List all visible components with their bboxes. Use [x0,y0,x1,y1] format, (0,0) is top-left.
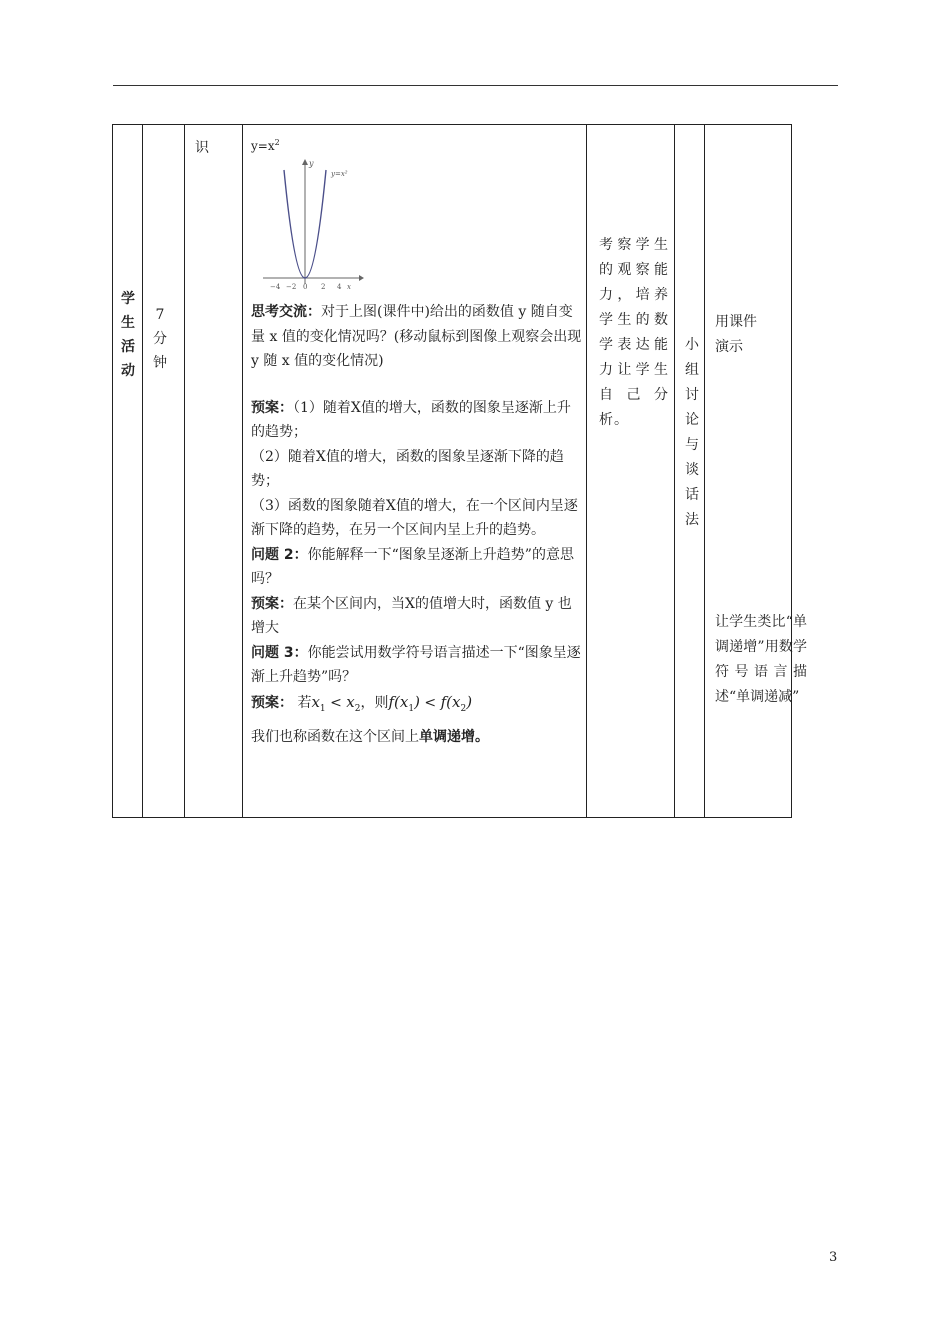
function-exponent: 2 [274,138,280,147]
y-axis-arrow [302,159,308,165]
intent-cell: 考察学生的观察能力，培养学生的数学表达能力让学生自己分析。 [599,237,669,428]
stage-char: 活 [121,339,135,355]
tick-label: −2 [286,283,297,291]
question2-text: 你能解释一下“图象呈逐渐上升趋势”的意思吗？ [251,546,574,587]
inequality-formula: 若$x_1 < x_2$，则$f(x_1) < f(x_2)$ [297,692,473,714]
plan1-title: 预案： [251,399,293,416]
lesson-table [112,124,807,818]
conclusion-bold: 单调递增。 [419,729,489,745]
column-divider [242,125,243,817]
time-char: 钟 [153,355,167,371]
think-paragraph [251,300,583,374]
question3-title: 问题 3： [251,644,308,661]
plan1-item: （1）随着X值的增大，函数的图象呈逐渐上升的趋势； [251,399,571,440]
time-char: 分 [153,331,167,347]
media-line: 演示 [715,339,743,355]
formula-ruo: 若 [297,694,312,711]
tick-label: 4 [337,283,342,291]
stage-char: 生 [121,315,135,331]
function-label [251,135,583,154]
comparison-cell: 让学生类比“单调递增”用数学符号语言描述“单调递减” [715,614,807,705]
y-axis-label: y [309,159,314,168]
question3-text: 你能尝试用数学符号语言描述一下“图象呈逐渐上升趋势”吗？ [251,644,581,685]
stage-char: 动 [121,363,135,379]
method-char: 组 [685,362,699,378]
method-char: 话 [685,487,699,503]
time-cell [151,303,169,375]
plan2-paragraph [251,592,583,641]
plan3-paragraph [251,690,583,722]
question2-title: 问题 2： [251,546,308,563]
tick-label: −4 [270,283,281,291]
plan1-paragraph [251,396,583,445]
formula-then: ，则 [360,694,389,711]
method-cell [683,333,701,533]
plan1-item: （2）随着X值的增大，函数的图象呈逐渐下降的趋势； [251,448,564,489]
method-char: 小 [685,337,699,353]
media-line: 用课件 [715,314,757,330]
column-divider [704,125,705,817]
plan2-text: 在某个区间内，当X的值增大时，函数值 y 也增大 [251,595,572,636]
column-divider [142,125,143,817]
time-char: 7 [155,307,165,323]
method-char: 与 [685,437,699,453]
method-char: 论 [685,412,699,428]
method-char: 讨 [685,387,699,403]
column-divider [184,125,185,817]
header-rule [113,85,838,86]
think-title: 思考交流： [251,304,321,320]
page-number: 3 [829,1250,838,1265]
content-cell [251,135,583,750]
formula-lt: < [330,694,342,711]
x-axis-label: x [347,283,351,291]
x-axis-arrow [359,275,364,281]
tick-label: 2 [321,283,326,291]
curve-label: y=x² [331,170,348,178]
function-text: y=x [251,139,275,153]
method-char: 谈 [685,462,699,478]
media-cell [715,310,757,360]
question3-paragraph [251,641,583,690]
formula-lt: < [424,694,437,711]
column-divider [674,125,675,817]
stage-char: 学 [121,291,135,307]
column-divider [586,125,587,817]
conclusion-paragraph [251,725,583,750]
step-cell: 识 [195,140,209,156]
plan3-title: 预案： [251,694,293,711]
question2-paragraph [251,543,583,592]
tick-label: 0 [303,283,308,291]
think-text: 对于上图(课件中)给出的函数值 y 随自变量 x 值的变化情况吗？(移动鼠标到图像上观察会出现 y 随 x 值的变化情况) [251,304,582,369]
stage-cell [119,287,137,383]
plan2-title: 预案： [251,595,293,612]
parabola-graph [259,156,369,296]
conclusion-text: 我们也称函数在这个区间上 [251,729,419,745]
plan1-item: （3）函数的图象随着X值的增大，在一个区间内呈逐渐下降的趋势，在另一个区间内呈上升的趋势。 [251,497,578,538]
method-char: 法 [685,512,699,528]
